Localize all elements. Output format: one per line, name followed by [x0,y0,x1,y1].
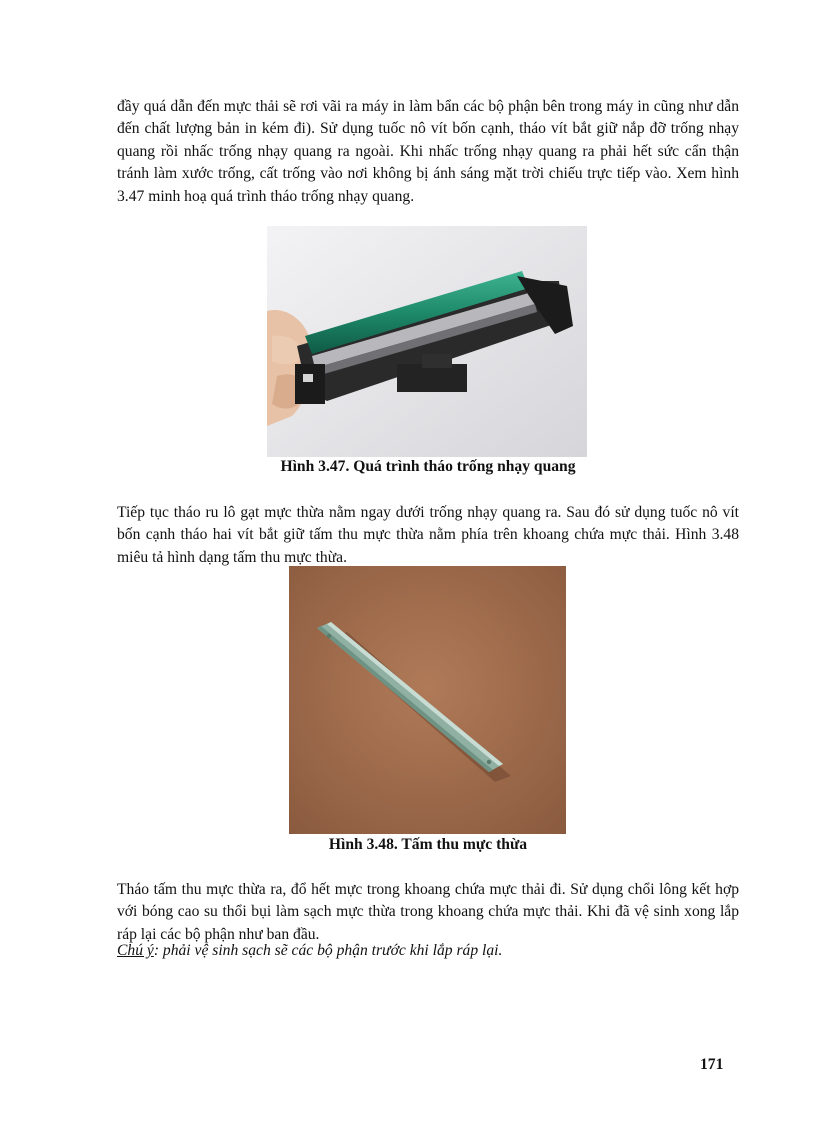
note-line [117,942,502,960]
drum-removal-photo [267,226,587,457]
paragraph-cleaning: Tháo tấm thu mực thừa ra, đổ hết mực trong khoang chứa mực thải đi. Sử dụng chổi lông kết hợp với bóng cao su thổi bụi làm sạch mực thừa trong khoang chứa mực thải. Khi đã vệ sinh xong lắp ráp lại các bộ phận như ban đầu. [117,881,739,943]
waste-toner-blade-photo [289,566,566,834]
paragraph-intro: đầy quá dẫn đến mực thải sẽ rơi vãi ra máy in làm bẩn các bộ phận bên trong máy in cũng như dẫn đến chất lượng bản in kém đi). Sử dụng tuốc nô vít bốn cạnh, tháo vít bắt giữ nắp đỡ trống nhạy quang rồi nhấc trống nhạy quang ra ngoài. Khi nhấc trống nhạy quang ra phải hết sức cẩn thận tránh làm xước trống, cất trống vào nơi không bị ánh sáng mặt trời chiếu trực tiếp vào. Xem hình 3.47 minh hoạ quá trình tháo trống nhạy quang. [117,98,739,205]
paragraph-blade-removal: Tiếp tục tháo ru lô gạt mực thừa nằm ngay dưới trống nhạy quang ra. Sau đó sử dụng tuốc nô vít bốn cạnh tháo hai vít bắt giữ tấm thu mực thừa nằm phía trên khoang chứa mực thải. Hình 3.48 miêu tả hình dạng tấm thu mực thừa. [117,504,739,566]
page-number: 171 [700,1056,724,1073]
drum-removal-illustration [267,226,587,457]
figure-caption-3-47: Hình 3.47. Quá trình tháo trống nhạy quang [280,458,576,475]
waste-toner-blade-illustration [289,566,566,834]
note-label: Chú ý [117,942,154,959]
figure-caption-3-48: Hình 3.48. Tấm thu mực thừa [328,836,528,853]
note-text: : phải vệ sinh sạch sẽ các bộ phận trước khi lắp ráp lại. [153,942,503,959]
